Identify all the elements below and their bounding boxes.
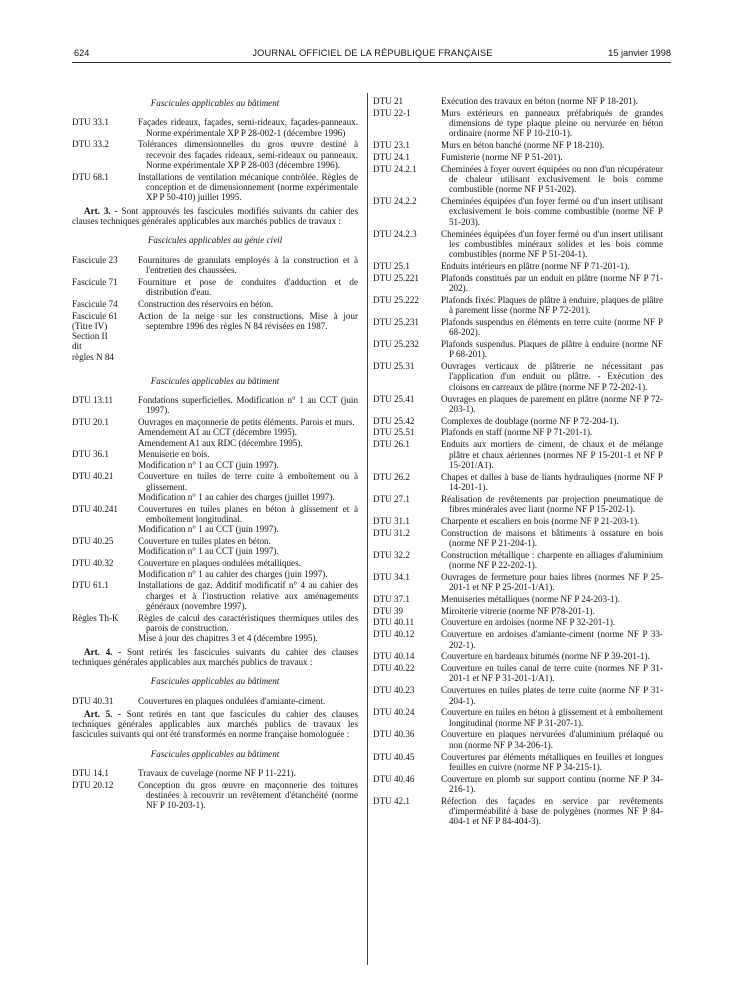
entry-description (441, 96, 663, 106)
entry-description (441, 528, 663, 549)
entry-description (441, 729, 663, 750)
entry-code: DTU 40.24 (373, 707, 415, 718)
entry-code: DTU 34.1 (373, 571, 410, 582)
section-heading: Fascicules applicables au bâtiment (150, 748, 280, 759)
entry-line: Ouvrages de fermeture pour baies libres (normes NF P 25-201-1 et NF P 25-201-1/A1). (441, 571, 663, 593)
entry-description (441, 796, 663, 827)
entry-code: DTU 24.2.2 (373, 196, 417, 207)
list-item (373, 140, 663, 150)
list-item (373, 774, 663, 795)
list-item (373, 594, 663, 604)
entry-code: Fascicule 74 (72, 298, 118, 309)
entry-line: Travaux de cuvelage (norme NF P 11-221). (138, 768, 296, 779)
entry-line: Menuiserie en bois. (138, 449, 210, 460)
entry-line: Enduits aux mortiers de ciment, de chaux et de mélange plâtre et chaux aériennes (normes NF P 15-201-1 et NF P 15-201/A1). (441, 439, 663, 470)
entry-description (138, 311, 358, 362)
entry-line: Couverture en tuiles canal de terre cuite (normes NF P 31-201-1 et NF P 31-201-1/A1). (441, 663, 663, 684)
entry-description (441, 273, 663, 294)
right-column (373, 96, 663, 828)
entry-line: Mise à jour des chapitres 3 et 4 (décembre 1995). (138, 633, 318, 644)
entry-description (138, 696, 358, 706)
entry-code: DTU 26.2 (373, 471, 410, 482)
entry-code: DTU 40.36 (373, 729, 415, 740)
entry-description (441, 472, 663, 493)
entry-code: DTU 40.12 (373, 629, 415, 640)
list-item (373, 295, 663, 316)
entry-description (441, 572, 663, 593)
list-item (72, 311, 358, 362)
entry-code: Fascicule 71 (72, 276, 118, 287)
entry-code: DTU 25.222 (373, 294, 419, 305)
entry-line: Charpente et escaliers en bois (norme NF P 21-203-1). (441, 515, 640, 526)
entry-line: Couverture en tuiles plates en béton. (138, 536, 271, 547)
entry-code: DTU 40.31 (72, 695, 114, 706)
list-item (373, 663, 663, 684)
entry-description (441, 516, 663, 526)
entry-line: Ouvrages verticaux de plâtrerie ne nécessitant pas l'application d'un enduit ou plâtre. - Exécution des cloisons en carreaux de plâtre (norme NF P 72-202-1). (441, 361, 663, 392)
entry-code: DTU 40.46 (373, 773, 415, 784)
entry-line: Couverture en plaques nervurées d'aluminium prélaqué ou non (norme NF P 34-206-1). (441, 729, 663, 750)
entry-code: Règles Th-K (72, 612, 119, 623)
entry-line: Plafonds constitués par un enduit en plâtre (norme NF P 71-202). (441, 272, 663, 294)
list-item (373, 317, 663, 338)
entry-line: Couverture en bardeaux bitumés (norme NF P 39-201-1). (441, 651, 650, 662)
list-item (373, 729, 663, 750)
entry-line: Plafonds fixés. Plaques de plâtre à enduire, plaques de plâtre à parement lisse (norme NF P 72-201). (441, 294, 663, 316)
list-item (373, 516, 663, 526)
page-number: 624 (74, 48, 90, 58)
list-item (373, 629, 663, 650)
article-label: Art. 5. - (84, 708, 122, 719)
entry-code: DTU 33.1 (72, 117, 109, 128)
list-item (72, 117, 358, 138)
entry-line: Miroiterie vitrerie (norme NF P78-201-1). (441, 605, 595, 616)
entry-list (373, 96, 663, 827)
entry-description (138, 613, 358, 644)
entry-code: DTU 36.1 (72, 449, 109, 460)
entry-line: Tolérances dimensionnelles du gros œuvre destiné à recevoir des façades rideaux, semi-rideaux ou panneaux. Norme expérimentale XP P 28-003 (décembre 1996). (138, 139, 358, 170)
entry-description (138, 449, 358, 470)
entry-code: DTU 25.221 (373, 272, 419, 283)
entry-description (138, 768, 358, 778)
entry-code: DTU 33.2 (72, 139, 109, 150)
list-item (373, 196, 663, 227)
issue-date: 15 janvier 1998 (608, 48, 671, 58)
entry-code: DTU 22-1 (373, 107, 411, 118)
entry-description (138, 172, 358, 203)
entry-line: Façades rideaux, façades, semi-rideaux, façades-panneaux. Norme expérimentale XP P 28-002-1 (décembre 1996) (138, 117, 358, 138)
entry-line: Construction de maisons et bâtiments à ossature en bois (norme NF P 21-204-1). (441, 527, 663, 548)
entry-description (441, 427, 663, 437)
entry-description (441, 339, 663, 360)
entry-code: DTU 61.1 (72, 580, 109, 591)
entry-code: DTU 26.1 (373, 439, 410, 450)
journal-title: JOURNAL OFFICIEL DE LA RÉPUBLIQUE FRANÇAISE (252, 48, 493, 58)
list-item (373, 528, 663, 549)
entry-description (138, 536, 358, 557)
entry-code: DTU 25.41 (373, 393, 415, 404)
entry-code: DTU 40.14 (373, 651, 415, 662)
entry-description (138, 504, 358, 535)
entry-line: Modification n° 1 au CCT (juin 1997). (138, 459, 279, 470)
entry-line: Modification n° 1 au CCT (juin 1997). (138, 524, 279, 535)
list-item (72, 172, 358, 203)
entry-description (441, 629, 663, 650)
list-item (373, 96, 663, 106)
entry-code: DTU 40.45 (373, 751, 415, 762)
entry-code: DTU 31.2 (373, 527, 410, 538)
entry-line: Plafonds suspendus. Plaques de plâtre à enduire (norme NF P 68-201). (441, 339, 663, 360)
column-divider (367, 93, 368, 965)
entry-description (441, 707, 663, 728)
entry-description (441, 196, 663, 227)
entry-description (441, 164, 663, 195)
list-item (373, 550, 663, 571)
entry-code: DTU 68.1 (72, 171, 109, 182)
entry-description (441, 361, 663, 392)
section-heading: Fascicules applicables au bâtiment (150, 375, 280, 386)
entry-description (441, 439, 663, 470)
entry-description (441, 295, 663, 316)
entry-description (138, 417, 358, 448)
list-item (72, 417, 358, 448)
entry-code: DTU 25.1 (373, 260, 410, 271)
list-item (373, 273, 663, 294)
list-item (72, 277, 358, 298)
entry-list (72, 395, 358, 644)
list-item (373, 572, 663, 593)
entry-description (441, 774, 663, 795)
entry-line: Couvertures en plaques ondulées d'amiante-ciment. (138, 695, 326, 706)
entry-line: Complexes de doublage (norme NF P 72-204-1). (441, 415, 619, 426)
entry-description (441, 606, 663, 616)
section-heading: Fascicules applicables au bâtiment (150, 676, 280, 687)
list-item (373, 152, 663, 162)
entry-code: DTU 24.2.1 (373, 163, 417, 174)
entry-description (441, 317, 663, 338)
list-item (72, 696, 358, 706)
list-item (373, 229, 663, 260)
entry-code: DTU 21 (373, 96, 404, 106)
entry-line: Murs extérieurs en panneaux préfabriqués de grandes dimensions de type plaque pleine ou nervurée en béton ordinaire (norme NF P 10-210-1). (441, 107, 663, 139)
entry-line: Modification n° 1 au cahier des charges (juin 1997). (138, 568, 328, 579)
entry-line: Menuiseries métalliques (norme NF P 24-203-1). (441, 593, 620, 604)
list-item (373, 494, 663, 515)
entry-line: Amendement A1 au CCT (décembre 1995). (138, 427, 297, 438)
entry-line: Plafonds suspendus en éléments en terre cuite (norme NF P 68-202). (441, 316, 663, 338)
entry-code: DTU 14.1 (72, 768, 109, 779)
entry-description (138, 139, 358, 170)
article-text: Sont approuvés les fascicules modifiés suivants du cahier des clauses techniques générales applicables aux marchés publics de travaux : (72, 205, 359, 226)
list-item (72, 299, 358, 309)
list-item (373, 472, 663, 493)
entry-line: Couverture en plomb sur support continu (norme NF P 34-216-1). (441, 773, 663, 794)
entry-code: DTU 27.1 (373, 493, 410, 504)
list-item (72, 780, 358, 811)
article-4 (72, 647, 358, 668)
article-text: Sont retirés en tant que fascicules du cahier des clauses techniques générales applicables aux marchés publics de travaux les fascicules suivants qui ont été transformés en norme française homologuée : (72, 708, 358, 740)
entry-description (441, 261, 663, 271)
entry-code: DTU 20.12 (72, 779, 114, 790)
entry-line: Exécution des travaux en béton (norme NF P 18-201). (441, 96, 638, 106)
list-item (72, 395, 358, 416)
list-item (373, 108, 663, 139)
entry-line: Modification n° 1 au cahier des charges (juillet 1997). (138, 492, 335, 502)
entry-line: Couvertures par éléments métalliques en feuilles et longues feuilles en cuivre (norme NF P 34-215-1). (441, 751, 663, 772)
entry-line: Couvertures en tuiles planes en béton à glissement et à emboîtement longitudinal. (138, 503, 358, 525)
entry-code: DTU 42.1 (373, 795, 410, 806)
entry-code: DTU 40.23 (373, 685, 415, 696)
entry-line: Réalisation de revêtements par projection pneumatique de fibres minérales avec liant (norme NF P 15-202-1). (441, 493, 663, 514)
article-3 (72, 206, 358, 227)
page-header (74, 48, 671, 62)
list-item (72, 504, 358, 535)
list-item (373, 651, 663, 661)
entry-code: DTU 40.25 (72, 536, 114, 547)
entry-description (138, 395, 358, 416)
entry-code: DTU 25.31 (373, 361, 415, 372)
entry-description (441, 229, 663, 260)
entry-code: DTU 39 (373, 605, 404, 616)
list-item (72, 139, 358, 170)
entry-line: Couverture en ardoises (norme NF P 32-201-1). (441, 617, 616, 628)
entry-description (138, 117, 358, 138)
entry-description (138, 277, 358, 298)
entry-line: Fournitures de granulats employés à la construction et à l'entretien des chaussées. (138, 254, 358, 275)
entry-code: DTU 25.231 (373, 316, 419, 327)
entry-line: Couverture en tuiles de terre cuite à emboîtement ou à glissement. (138, 471, 358, 492)
entry-description (441, 685, 663, 706)
entry-line: Ouvrages en plaques de parement en plâtre (norme NF P 72-203-1). (441, 393, 663, 414)
entry-description (441, 416, 663, 426)
entry-code: DTU 37.1 (373, 593, 410, 604)
entry-description (441, 494, 663, 515)
entry-description (441, 594, 663, 604)
list-item (72, 536, 358, 557)
entry-line: Ouvrages en maçonnerie de petits éléments. Parois et murs. (138, 416, 355, 427)
entry-code: DTU 25.51 (373, 427, 415, 438)
article-label: Art. 4. - (84, 646, 122, 657)
list-item (373, 339, 663, 360)
list-item (72, 768, 358, 778)
entry-description (441, 394, 663, 415)
entry-line: Couverture en ardoises d'amiante-ciment (norme NF P 33-202-1). (441, 629, 663, 650)
entry-list (72, 117, 358, 202)
list-item (373, 261, 663, 271)
entry-description (138, 780, 358, 811)
entry-code: DTU 25.232 (373, 339, 419, 350)
list-item (373, 796, 663, 827)
entry-code: Fascicule 23 (72, 254, 118, 265)
entry-line: Plafonds en staff (norme NF P 71-201-1). (441, 427, 593, 438)
entry-list (72, 255, 358, 362)
article-text: Sont retirés les fascicules suivants du cahier des clauses techniques générales applicables aux marchés publics de travaux : (72, 646, 358, 667)
entry-description (441, 108, 663, 139)
entry-code: DTU 24.1 (373, 151, 410, 162)
entry-line: Action de la neige sur les constructions. Mise à jour septembre 1996 des règles N 84 révisées en 1987. (138, 310, 358, 331)
entry-code: DTU 13.11 (72, 394, 114, 405)
entry-code: DTU 31.1 (373, 515, 410, 526)
entry-description (441, 752, 663, 773)
list-item (72, 471, 358, 502)
list-item (72, 580, 358, 611)
entry-line: Fumisterie (norme NF P 51-201). (441, 151, 563, 162)
entry-line: Amendement A1 aux RDC (décembre 1995). (138, 437, 303, 448)
entry-code: DTU 23.1 (373, 140, 410, 151)
entry-list (72, 696, 358, 706)
entry-line: Installations de gaz. Additif modificatif n° 4 au cahier des charges et à l'instruction relative aux aménagements généraux (novembre 1997). (138, 580, 358, 611)
entry-line: Installations de ventilation mécanique contrôlée. Règles de conception et de dimensionnement (norme expérimentale XP P 50-410) juillet 1995. (138, 171, 358, 203)
entry-line: Réfection des façades en service par revêtements d'imperméabilité à base de polygènes (normes NF P 84-404-1 et NF P 84-404-3). (441, 795, 663, 827)
list-item (72, 255, 358, 276)
list-item (72, 613, 358, 644)
section-heading: Fascicules applicables au génie civil (147, 235, 283, 246)
list-item (373, 416, 663, 426)
article-label: Art. 3. - (84, 205, 118, 216)
entry-description (441, 651, 663, 661)
entry-line: Construction des réservoirs en béton. (138, 298, 274, 309)
entry-description (441, 663, 663, 684)
list-item (373, 707, 663, 728)
section-heading: Fascicules applicables au bâtiment (150, 98, 280, 108)
entry-line: Couverture en tuiles en béton à glissement et à emboîtement longitudinal (norme NF P 31-207-1). (441, 707, 663, 728)
entry-code: DTU 25.42 (373, 415, 415, 426)
list-item (373, 164, 663, 195)
entry-code: DTU 40.241 (72, 503, 118, 514)
entry-description (138, 255, 358, 276)
left-column (72, 96, 358, 812)
entry-code: DTU 32.2 (373, 549, 410, 560)
entry-code: DTU 40.22 (373, 663, 415, 674)
entry-line: Chapes et dalles à base de liants hydrauliques (norme NF P 14-201-1). (441, 471, 663, 492)
list-item (373, 427, 663, 437)
list-item (373, 394, 663, 415)
list-item (373, 617, 663, 627)
entry-line: Règles de calcul des caractéristiques thermiques utiles des parois de construction. (138, 612, 358, 634)
entry-line: Modification n° 1 au CCT (juin 1997). (138, 546, 279, 557)
header-rule (72, 62, 671, 63)
entry-description (441, 140, 663, 150)
entry-code: DTU 40.11 (373, 617, 415, 628)
entry-description (138, 299, 358, 309)
entry-line: Murs en béton banché (norme NF P 18-210). (441, 140, 605, 151)
entry-description (138, 471, 358, 502)
entry-list (72, 768, 358, 811)
entry-line: Construction métallique : charpente en alliages d'aluminium (norme NF P 22-202-1). (441, 549, 663, 570)
entry-description (138, 558, 358, 579)
list-item (373, 606, 663, 616)
entry-code: DTU 20.1 (72, 416, 109, 427)
entry-code: DTU 40.32 (72, 558, 114, 569)
entry-description (441, 617, 663, 627)
entry-line: Fourniture et pose de conduites d'adduction et de distribution d'eau. (138, 276, 358, 297)
entry-code: DTU 24.2.3 (373, 228, 417, 239)
entry-line: Couverture en plaques ondulées métalliques. (138, 558, 301, 569)
list-item (373, 361, 663, 392)
list-item (373, 439, 663, 470)
entry-line: Enduits intérieurs en plâtre (norme NF P 71-201-1). (441, 260, 630, 271)
entry-description (441, 550, 663, 571)
entry-code: DTU 40.21 (72, 471, 114, 482)
list-item (72, 558, 358, 579)
entry-line: Cheminées équipées d'un foyer fermé ou d'un insert utilisant exclusivement le bois comme combustible (norme NF P 51-203). (441, 196, 663, 227)
entry-line: Cheminées équipées d'un foyer fermé ou d'un insert utilisant les combustibles minéraux solides et les bois comme combustibles (norme NF P 51-204-1). (441, 228, 663, 260)
entry-line: Cheminées à foyer ouvert équipées ou non d'un récupérateur de chaleur utilisant exclusivement le bois comme combustible (norme NF P 51-202). (441, 163, 663, 195)
entry-line: Fondations superficielles. Modification n° 1 au CCT (juin 1997). (138, 394, 358, 416)
list-item (72, 449, 358, 470)
entry-code: Fascicule 61 (Titre IV) Section II dit règles N 84 (72, 310, 118, 362)
entry-line: Couvertures en tuiles plates de terre cuite (norme NF P 31-204-1). (441, 685, 663, 706)
list-item (373, 685, 663, 706)
entry-description (441, 152, 663, 162)
list-item (373, 752, 663, 773)
article-5 (72, 709, 358, 740)
entry-description (138, 580, 358, 611)
entry-line: Conception du gros œuvre en maçonnerie des toitures destinées à recouvrir un revêtement d'étanchéité (norme NF P 10-203-1). (138, 779, 358, 811)
